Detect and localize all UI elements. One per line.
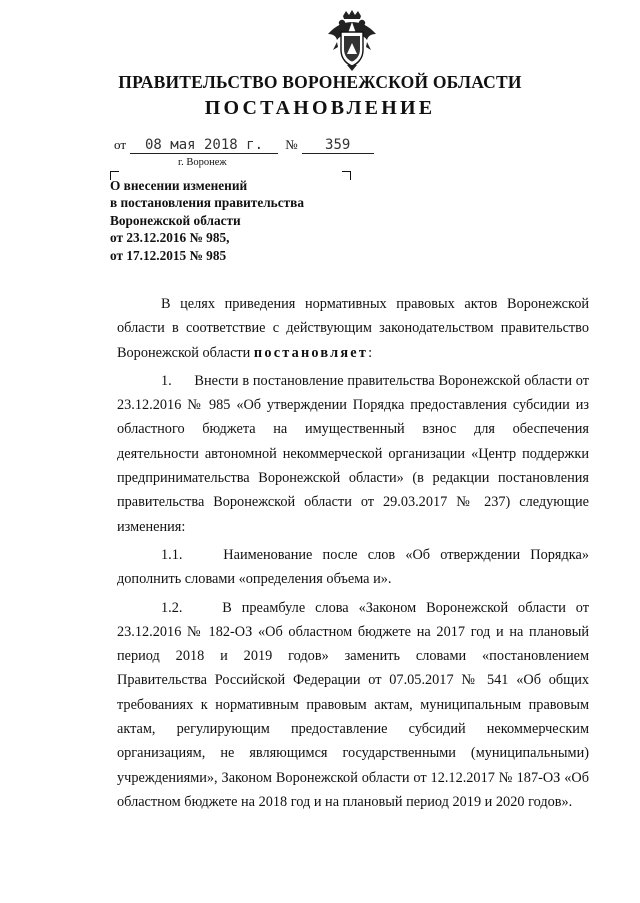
paragraph-1-2: 1.2. В преамбуле слова «Законом Воронежской области от 23.12.2016 № 182-ОЗ «Об областном бюджете на 2017 год и на плановый период 2018 и 2019 годов» заменить словами «постановлением Правительства Российской Федерации от 07.05.2017 № 541 «Об общих требованиях к нормативным правовым актам, муниципальным правовым актам, регулирующим предоставление субсидий некоммерческим организациям, не являющимся государственными (муниципальными) учреждениями», Законом Воронежской области от 12.12.2017 № 187-ОЗ «Об областном бюджете на 2018 год и на плановый период 2019 и 2020 годов». [117, 599, 593, 810]
voronezh-coat-of-arms-icon [325, 10, 379, 72]
date-prefix: от [114, 137, 127, 152]
city-label: г. Воронеж [178, 157, 227, 168]
subject-line: от 17.12.2015 № 985 [110, 247, 227, 263]
decree-colon: : [368, 344, 373, 361]
number-value: 359 [302, 138, 374, 154]
intro-paragraph [117, 292, 589, 365]
subject-line: О внесении изменений [110, 178, 248, 193]
document-body [117, 292, 593, 818]
date-number-line [110, 137, 374, 154]
paragraph-1: 1. Внести в постановление правительства Воронежской области от 23.12.2016 № 985 «Об утверждении Порядка предоставления субсидии из областного бюджета на имущественный взнос для обеспечения деятельности автономной некоммерческой организации «Центр поддержки предпринимательства Воронежской области» (в редакции постановления правительства Воронежской области от 29.03.2017 № 237) следующие изменения: [117, 372, 593, 535]
subject-line: от 23.12.2016 № 985, [110, 230, 230, 246]
document-subject [110, 177, 370, 264]
intro-text: В целях приведения нормативных правовых актов Воронежской области в соответствие с действующим законодательством правительство Воронежской области [117, 296, 589, 361]
document-type: ПОСТАНОВЛЕНИЕ [204, 97, 436, 119]
paragraph-1-1: 1.1. Наименование после слов «Об отверждении Порядка» дополнить словами «определения объема и». [117, 546, 593, 588]
subject-line: Воронежской области [110, 212, 241, 228]
date-value: 08 мая 2018 г. [130, 138, 278, 154]
number-prefix: № [285, 137, 298, 152]
decree-word: постановляет [253, 344, 369, 361]
organization-title: ПРАВИТЕЛЬСТВО ВОРОНЕЖСКОЙ ОБЛАСТИ [118, 72, 522, 92]
subject-line: в постановления правительства [110, 195, 304, 211]
